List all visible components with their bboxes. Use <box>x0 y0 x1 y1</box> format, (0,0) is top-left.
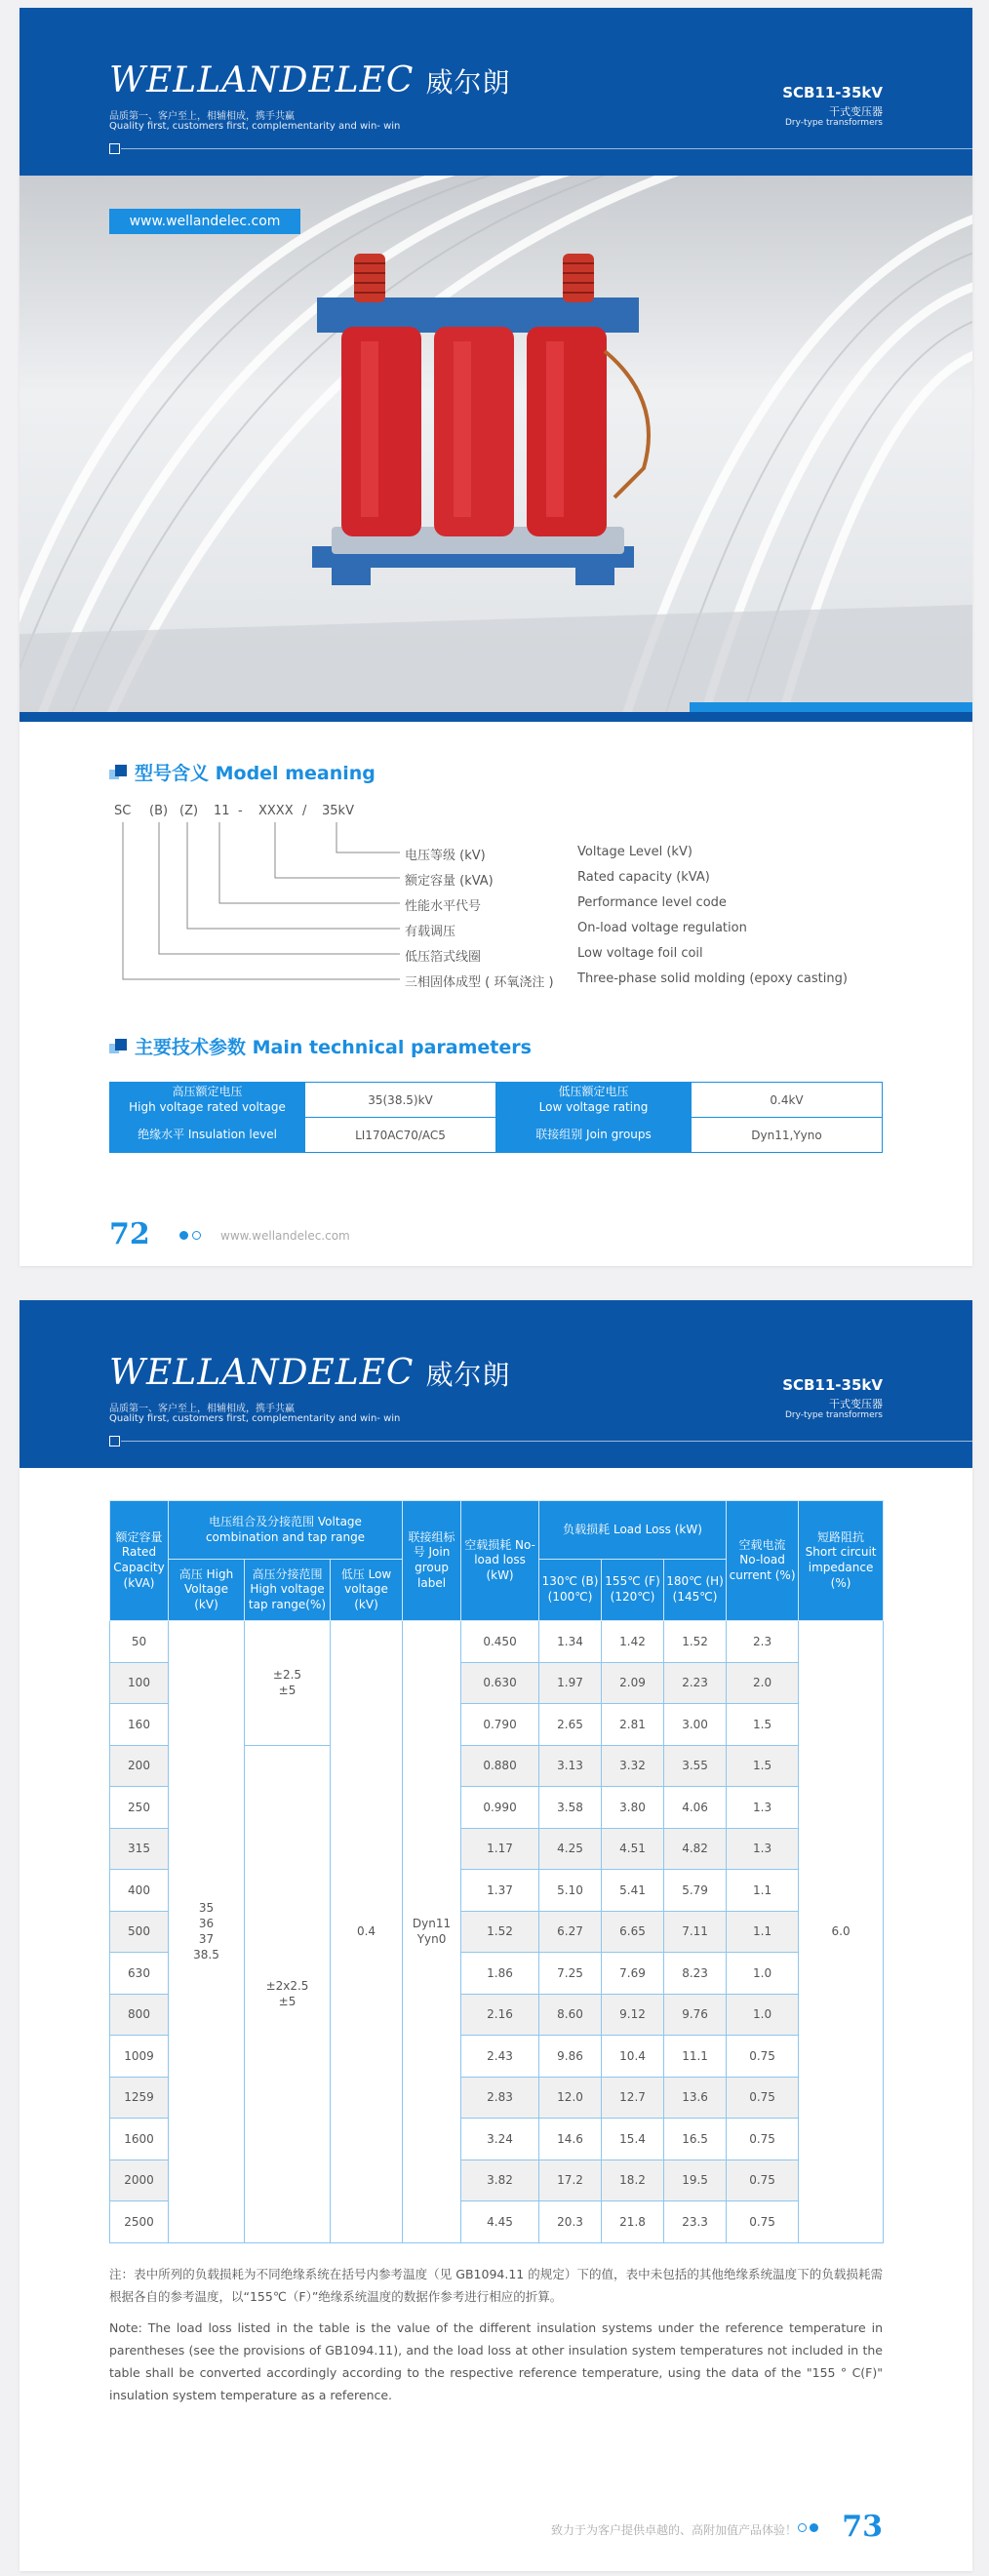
loss-table-body <box>110 1621 884 2243</box>
join-group-label: 联接组别 Join groups <box>496 1118 692 1153</box>
meaning-cn-3: 性能水平代号 <box>405 899 482 914</box>
meaning-en-1: Voltage Level (kV) <box>577 845 692 859</box>
no-load-current-cell: 2.0 <box>727 1662 799 1704</box>
no-load-loss-cell: 1.86 <box>461 1953 539 1995</box>
lv-value: 0.4kV <box>692 1083 883 1118</box>
loss-155-cell: 15.4 <box>602 2119 664 2160</box>
no-load-loss-cell: 1.37 <box>461 1870 539 1912</box>
loss-180-cell: 19.5 <box>664 2160 727 2201</box>
code-b: (B) <box>149 804 169 818</box>
capacity-cell: 1009 <box>110 2036 169 2078</box>
capacity-cell: 200 <box>110 1745 169 1787</box>
loss-155-cell: 3.32 <box>602 1745 664 1787</box>
tap-range-b-cell <box>245 1745 331 2242</box>
hv-value: 35(38.5)kV <box>305 1083 496 1118</box>
loss-130-cell: 4.25 <box>539 1828 602 1870</box>
no-load-loss-cell: 3.82 <box>461 2160 539 2201</box>
insulation-label: 绝缘水平 Insulation level <box>110 1118 305 1153</box>
header-hv: 高压 High Voltage (kV) <box>169 1560 245 1621</box>
no-load-loss-cell: 0.630 <box>461 1662 539 1704</box>
merged-value: 35 <box>198 1900 215 1915</box>
loss-130-cell: 1.34 <box>539 1621 602 1663</box>
header-voltage-combination: 电压组合及分接范围 Voltage combination and tap range <box>169 1501 403 1560</box>
join-group-value: Dyn11,Yyno <box>692 1118 883 1153</box>
loss-180-cell: 4.82 <box>664 1828 727 1870</box>
no-load-loss-cell: 1.52 <box>461 1911 539 1953</box>
page-72 <box>20 8 972 1266</box>
code-11: 11 <box>214 804 230 818</box>
brand-logo: WELLANDELEC 威尔朗 <box>109 60 511 100</box>
tech-params-table <box>109 1082 883 1153</box>
loss-130-cell: 17.2 <box>539 2160 602 2201</box>
page-number: 73 <box>842 2510 883 2544</box>
product-model: SCB11-35kV <box>782 1376 883 1394</box>
loss-130-cell: 2.65 <box>539 1704 602 1746</box>
header-load-loss: 负载损耗 Load Loss (kW) <box>539 1501 727 1560</box>
header-130: 130℃ (B) (100℃) <box>539 1560 602 1621</box>
header-marker <box>109 1436 120 1447</box>
no-load-loss-cell: 2.83 <box>461 2077 539 2119</box>
loss-155-cell: 2.81 <box>602 1704 664 1746</box>
loss-155-cell: 18.2 <box>602 2160 664 2201</box>
capacity-cell: 100 <box>110 1662 169 1704</box>
capacity-cell: 630 <box>110 1953 169 1995</box>
meaning-en-3: Performance level code <box>577 895 727 910</box>
page-73 <box>20 1300 972 2571</box>
no-load-loss-cell: 4.45 <box>461 2201 539 2243</box>
tech-params-title: 主要技术参数 Main technical parameters <box>109 1033 532 1059</box>
loss-180-cell: 3.00 <box>664 1704 727 1746</box>
loss-parameters-table <box>109 1500 884 2243</box>
loss-155-cell: 4.51 <box>602 1828 664 1870</box>
capacity-cell: 2000 <box>110 2160 169 2201</box>
header-155: 155℃ (F) (120℃) <box>602 1560 664 1621</box>
header-join-group: 联接组标号 Join group label <box>403 1501 461 1621</box>
header-tap-range: 高压分接范围 High voltage tap range(%) <box>245 1560 331 1621</box>
capacity-cell: 400 <box>110 1870 169 1912</box>
code-z: (Z) <box>179 804 199 818</box>
no-load-loss-cell: 0.990 <box>461 1787 539 1829</box>
product-type-cn: 干式变压器 <box>829 1398 883 1410</box>
slogan-en: Quality first, customers first, complementarity and win- win <box>109 121 401 132</box>
loss-180-cell: 13.6 <box>664 2077 727 2119</box>
section-icon <box>109 1039 127 1054</box>
no-load-current-cell: 1.5 <box>727 1704 799 1746</box>
page-header <box>20 1300 972 1468</box>
loss-180-cell: 5.79 <box>664 1870 727 1912</box>
header-no-load-loss: 空载损耗 No-load loss (kW) <box>461 1501 539 1621</box>
meaning-cn-4: 有载调压 <box>405 925 456 939</box>
loss-180-cell: 8.23 <box>664 1953 727 1995</box>
capacity-cell: 800 <box>110 1994 169 2036</box>
loss-180-cell: 23.3 <box>664 2201 727 2243</box>
no-load-current-cell: 2.3 <box>727 1621 799 1663</box>
meaning-en-5: Low voltage foil coil <box>577 946 703 961</box>
merged-value: 37 <box>198 1932 215 1947</box>
join-group-merged-cell <box>403 1621 461 2243</box>
loss-130-cell: 6.27 <box>539 1911 602 1953</box>
no-load-current-cell: 1.1 <box>727 1870 799 1912</box>
note-en: Note: The load loss listed in the table is the value of the different insulation systems under the reference temperature in parentheses (see the provisions of GB1094.11), and the load loss at other insulation system temperatures not included in the table shall be converted accordingly according to the respective reference temperature, using the data of the "155 ° C(F)" insulation system temperature as a reference. <box>109 2320 883 2403</box>
merged-value: ±2x2.5 <box>265 1978 309 1993</box>
header-no-load-current: 空载电流 No-load current (%) <box>727 1501 799 1621</box>
code-dash: - <box>238 804 243 818</box>
page-dots <box>179 1229 201 1242</box>
no-load-current-cell: 1.0 <box>727 1953 799 1995</box>
capacity-cell: 315 <box>110 1828 169 1870</box>
capacity-cell: 500 <box>110 1911 169 1953</box>
no-load-current-cell: 0.75 <box>727 2119 799 2160</box>
loss-180-cell: 9.76 <box>664 1994 727 2036</box>
slogan-cn: 品质第一、客户至上，相辅相成，携手共赢 <box>109 111 295 122</box>
brand-logo: WELLANDELEC 威尔朗 <box>109 1353 511 1393</box>
header-divider <box>121 1441 972 1442</box>
loss-130-cell: 12.0 <box>539 2077 602 2119</box>
capacity-cell: 1600 <box>110 2119 169 2160</box>
code-35kv: 35kV <box>322 804 354 818</box>
loss-130-cell: 3.13 <box>539 1745 602 1787</box>
footer-slogan: 致力于为客户提供卓越的、高附加值产品体验！ <box>550 2523 797 2537</box>
footer-website[interactable]: www.wellandelec.com <box>220 1229 350 1243</box>
no-load-loss-cell: 0.790 <box>461 1704 539 1746</box>
note-cn: 注：表中所列的负载损耗为不同绝缘系统在括号内参考温度（见 GB1094.11 的规定）下的值，表中未包括的其他绝缘系统温度下的负载损耗需根据各自的参考温度，以“155℃（F）”绝缘系统温度的数据作参考进行相应的折算。 <box>109 2267 883 2305</box>
no-load-loss-cell: 0.450 <box>461 1621 539 1663</box>
loss-130-cell: 8.60 <box>539 1994 602 2036</box>
code-sc: SC <box>114 804 132 818</box>
meaning-cn-1: 电压等级 (kV) <box>405 849 486 863</box>
slogan-en: Quality first, customers first, complementarity and win- win <box>109 1413 401 1424</box>
page-number: 72 <box>109 1217 150 1251</box>
merged-value: 38.5 <box>193 1948 219 1962</box>
loss-180-cell: 7.11 <box>664 1911 727 1953</box>
loss-130-cell: 5.10 <box>539 1870 602 1912</box>
meaning-cn-5: 低压箔式线圈 <box>405 950 482 965</box>
loss-180-cell: 3.55 <box>664 1745 727 1787</box>
header-capacity: 额定容量 Rated Capacity (kVA) <box>110 1501 169 1621</box>
code-xxxx: XXXX <box>258 804 294 818</box>
merged-value: ±5 <box>278 1995 297 2008</box>
model-meaning-leader-lines <box>20 8 972 1012</box>
loss-155-cell: 10.4 <box>602 2036 664 2078</box>
loss-155-cell: 7.69 <box>602 1953 664 1995</box>
meaning-en-6: Three-phase solid molding (epoxy casting) <box>577 971 848 986</box>
loss-130-cell: 1.97 <box>539 1662 602 1704</box>
no-load-loss-cell: 2.43 <box>461 2036 539 2078</box>
merged-value: Dyn11 <box>412 1917 452 1931</box>
loss-130-cell: 7.25 <box>539 1953 602 1995</box>
meaning-en-2: Rated capacity (kVA) <box>577 870 710 885</box>
no-load-current-cell: 1.3 <box>727 1828 799 1870</box>
no-load-current-cell: 0.75 <box>727 2160 799 2201</box>
no-load-current-cell: 1.3 <box>727 1787 799 1829</box>
merged-value: 36 <box>198 1917 215 1931</box>
lv-label: 低压额定电压 Low voltage rating <box>496 1083 692 1118</box>
no-load-loss-cell: 1.17 <box>461 1828 539 1870</box>
capacity-cell: 50 <box>110 1621 169 1663</box>
loss-155-cell: 21.8 <box>602 2201 664 2243</box>
merged-value: ±2.5 <box>272 1668 302 1683</box>
header-180: 180℃ (H) (145℃) <box>664 1560 727 1621</box>
loss-155-cell: 6.65 <box>602 1911 664 1953</box>
merged-value: Yyn0 <box>416 1932 447 1947</box>
meaning-cn-6: 三相固体成型 ( 环氧浇注 ) <box>405 975 554 990</box>
no-load-current-cell: 1.0 <box>727 1994 799 2036</box>
header-impedance: 短路阻抗 Short circuit impedance (%) <box>799 1501 884 1621</box>
no-load-current-cell: 0.75 <box>727 2201 799 2243</box>
header-lv: 低压 Low voltage (kV) <box>331 1560 403 1621</box>
loss-130-cell: 20.3 <box>539 2201 602 2243</box>
impedance-merged-cell: 6.0 <box>799 1621 884 2243</box>
merged-value: ±5 <box>278 1684 297 1698</box>
loss-180-cell: 11.1 <box>664 2036 727 2078</box>
meaning-cn-2: 额定容量 (kVA) <box>405 874 494 889</box>
product-type-en: Dry-type transformers <box>784 1410 883 1420</box>
loss-130-cell: 3.58 <box>539 1787 602 1829</box>
tap-range-a-cell <box>245 1621 331 1746</box>
hv-label: 高压额定电压 High voltage rated voltage <box>110 1083 305 1118</box>
loss-130-cell: 14.6 <box>539 2119 602 2160</box>
capacity-cell: 1259 <box>110 2077 169 2119</box>
loss-180-cell: 16.5 <box>664 2119 727 2160</box>
loss-180-cell: 1.52 <box>664 1621 727 1663</box>
loss-155-cell: 5.41 <box>602 1870 664 1912</box>
insulation-value: LI170AC70/AC5 <box>305 1118 496 1153</box>
page-dots <box>798 2521 819 2534</box>
loss-130-cell: 9.86 <box>539 2036 602 2078</box>
loss-155-cell: 9.12 <box>602 1994 664 2036</box>
loss-155-cell: 3.80 <box>602 1787 664 1829</box>
no-load-current-cell: 0.75 <box>727 2036 799 2078</box>
loss-180-cell: 2.23 <box>664 1662 727 1704</box>
no-load-current-cell: 1.5 <box>727 1745 799 1787</box>
capacity-cell: 2500 <box>110 2201 169 2243</box>
meaning-en-4: On-load voltage regulation <box>577 921 747 935</box>
product-type-en: Dry-type transformers <box>784 118 883 128</box>
code-slash: / <box>302 804 307 818</box>
product-model: SCB11-35kV <box>782 84 883 101</box>
table-row <box>110 1621 884 1663</box>
no-load-loss-cell: 3.24 <box>461 2119 539 2160</box>
no-load-loss-cell: 0.880 <box>461 1745 539 1787</box>
loss-155-cell: 12.7 <box>602 2077 664 2119</box>
website-badge[interactable]: www.wellandelec.com <box>109 209 300 234</box>
slogan-cn: 品质第一、客户至上，相辅相成，携手共赢 <box>109 1404 295 1414</box>
no-load-current-cell: 1.1 <box>727 1911 799 1953</box>
model-meaning-title: 型号含义 Model meaning <box>109 759 376 785</box>
capacity-cell: 160 <box>110 1704 169 1746</box>
product-type-cn: 干式变压器 <box>829 105 883 118</box>
lv-merged-cell: 0.4 <box>331 1621 403 2243</box>
loss-180-cell: 4.06 <box>664 1787 727 1829</box>
no-load-current-cell: 0.75 <box>727 2077 799 2119</box>
loss-155-cell: 1.42 <box>602 1621 664 1663</box>
capacity-cell: 250 <box>110 1787 169 1829</box>
hv-merged-cell <box>169 1621 245 2243</box>
no-load-loss-cell: 2.16 <box>461 1994 539 2036</box>
loss-155-cell: 2.09 <box>602 1662 664 1704</box>
